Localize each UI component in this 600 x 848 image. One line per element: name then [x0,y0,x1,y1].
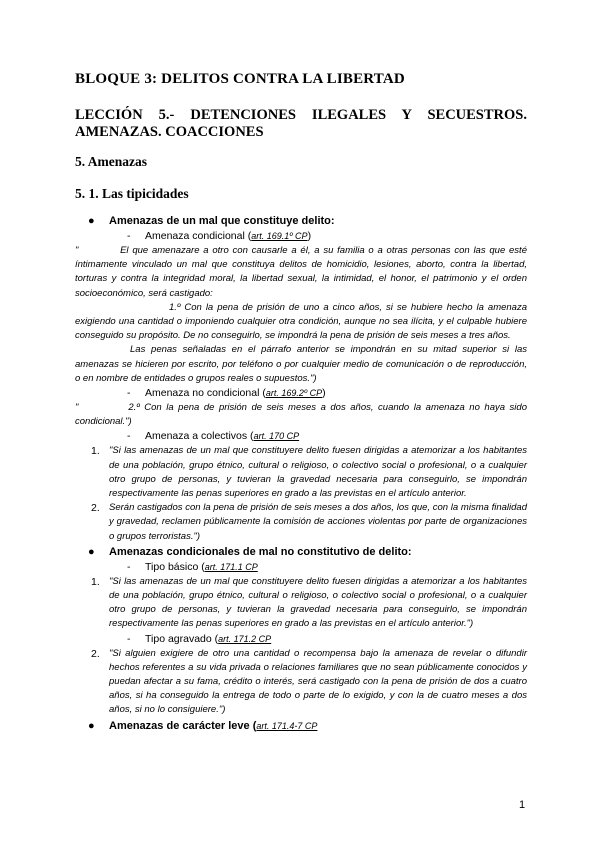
bullet-label: Amenazas de un mal que constituye delito: [109,215,335,227]
item-number: 1. [91,445,100,458]
numbered-item [75,444,527,501]
quote-paragraph-1: 1.º Con la pena de prisión de uno a cinco años, si se hubiere hecho la amenaza exigiendo una cantidad o imponiendo cualquier otra condición, aunque no sea ilícita, y el culpable hubiere conseguido su propósito. De no conseguirlo, se impondrá la pena de prisión de seis meses a tres años. [75,301,527,342]
bullet-dot-icon: ● [88,719,95,732]
law-link-169-1[interactable]: art. 169.1º CP [251,231,308,241]
subitem-tipo-basico [75,560,527,575]
subitem-label: Tipo agravado ( [145,632,219,645]
item-text: "Si las amenazas de un mal que constituyere delito fuesen dirigidas a atemorizar a los habitantes de una población, grupo étnico, cultural o religioso, o colectivo social o profesional, o a cualquier otro grupo de personas, y tuvieran la gravedad necesaria para conseguirlo, se impondrán respectivamente las penas superiores en grado a las previstas en el artículo anterior.") [109,575,527,630]
quote-text: El que amenazare a otro con causarle a él, a su familia o a otras personas con las que esté íntimamente vinculado un mal que constituya delitos de homicidio, lesiones, aborto, contra la libertad, torturas y contra la integridad moral, la libertad sexual, la intimidad, el honor, el patrimonio y el orden socioeconómico, será castigado: [75,245,527,299]
item-number: 2. [91,647,100,660]
bullet-delito [75,213,527,229]
bullet-dot-icon: ● [88,215,95,227]
bullet-label: Amenazas condicionales de mal no constitutivo de delito: [109,545,412,558]
subitem-condicional [75,229,527,244]
subitem-no-condicional [75,386,527,401]
quote-no-condicional [75,401,527,429]
subitem-label: Amenaza condicional ( [145,230,252,242]
numbered-item [75,501,527,544]
subitem-close: ) [307,230,312,242]
law-link-170[interactable]: art. 170 CP [253,431,300,442]
dash-icon: - [127,430,131,443]
item-text: "Si las amenazas de un mal que constituyere delito fuesen dirigidas a atemorizar a los habitantes de una población, grupo étnico, cultural o religioso, o colectivo social o profesional, o a cualquier otro grupo de personas, y tuvieran la gravedad necesaria para conseguirlo, se impondrán respectivamente las penas superiores en grado a las previstas en el artículo anterior. [109,445,527,500]
dash-icon: - [127,387,131,400]
quote-condicional [75,244,527,301]
law-link-169-2[interactable]: art. 169.2º CP [265,388,323,399]
quote-text: 2.º Con la pena de prisión de seis meses a dos años, cuando la amenaza no haya sido condicional.") [75,402,527,428]
item-text: Serán castigados con la pena de prisión de seis meses a dos años, los que, con la misma finalidad y gravedad, reclamen públicamente la comisión de acciones violentas por parte de organizaciones o grupos terroristas.") [109,502,527,542]
subitem-label: Amenaza no condicional ( [145,387,266,400]
subitem-label: Tipo básico ( [145,560,205,573]
quote-paragraph-2: Las penas señaladas en el párrafo anterior se impondrán en su mitad superior si las amenazas se hicieren por escrito, por teléfono o por cualquier medio de comunicación o de reproducción, o en nombre de entidades o grupos reales o supuestos.") [75,344,527,384]
law-link-171-2[interactable]: art. 171.2 CP [218,633,272,644]
subitem-label: Amenaza a colectivos ( [145,430,254,443]
law-link-171-4-7[interactable]: art. 171.4-7 CP [256,720,318,731]
dash-icon: - [127,632,131,645]
quote-mark: " [75,402,79,414]
subsection-heading: 5. 1. Las tipicidades [75,186,189,201]
numbered-item [75,575,527,632]
item-number: 2. [91,502,100,515]
lesson-heading: LECCIÓN 5.- DETENCIONES ILEGALES Y SECUESTROS. AMENAZAS. COACCIONES [75,107,527,140]
section-heading: 5. Amenazas [75,154,147,169]
quote-mark: " [75,245,79,256]
block-heading: BLOQUE 3: DELITOS CONTRA LA LIBERTAD [75,71,405,87]
item-number: 1. [91,575,100,588]
item-text: "Si alguien exigiere de otro una cantidad o recompensa bajo la amenaza de revelar o difundir hechos referentes a su vida privada o relaciones familiares que no sean públicamente conocidos y puedan afectar a su fama, crédito o interés, será castigado con la pena de prisión de dos a cuatro años, si ha conseguido la entrega de todo o parte de lo exigido, y con la de cuatro meses a dos años, si no lo consiguiere.") [109,647,527,716]
dash-icon: - [127,560,131,573]
bullet-leve [75,718,527,734]
document-body [75,213,527,734]
law-link-171-1[interactable]: art. 171.1 CP [204,561,258,572]
subitem-close: ) [322,387,326,400]
bullet-dot-icon: ● [88,545,95,558]
bullet-label: Amenazas de carácter leve ( [109,719,257,732]
numbered-item [75,647,527,718]
subitem-colectivos [75,429,527,444]
bullet-no-delito [75,544,527,560]
subitem-tipo-agravado [75,632,527,647]
page-number: 1 [519,799,526,811]
dash-icon: - [127,230,131,242]
